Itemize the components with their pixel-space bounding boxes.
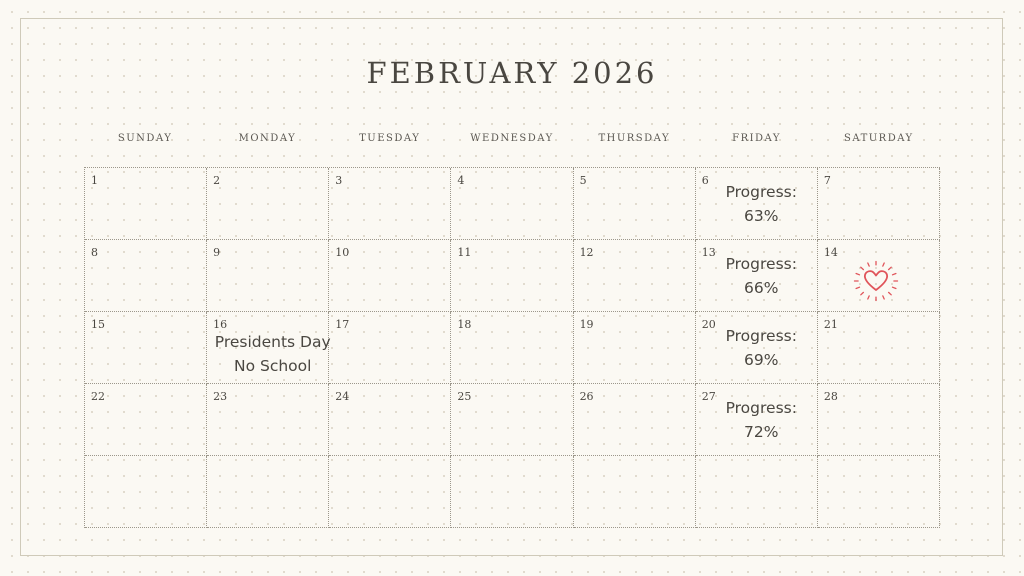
day-number: 16 xyxy=(213,318,228,331)
day-number: 1 xyxy=(91,174,98,187)
day-cell[interactable] xyxy=(696,240,818,312)
day-number: 13 xyxy=(701,246,716,259)
weekday-wednesday: WEDNESDAY xyxy=(470,133,554,144)
day-cell[interactable] xyxy=(574,168,696,240)
day-cell[interactable] xyxy=(451,168,573,240)
day-number: 28 xyxy=(823,390,838,403)
day-number: 21 xyxy=(823,318,838,331)
heart-icon xyxy=(848,260,904,302)
day-cell[interactable] xyxy=(451,312,573,384)
day-number: 20 xyxy=(701,318,716,331)
day-cell[interactable] xyxy=(329,168,451,240)
day-number: 23 xyxy=(213,390,228,403)
day-cell[interactable] xyxy=(696,168,818,240)
day-cell[interactable] xyxy=(696,456,818,528)
day-cell[interactable] xyxy=(574,312,696,384)
day-cell[interactable] xyxy=(207,240,329,312)
weekday-sunday: SUNDAY xyxy=(117,133,173,144)
day-cell[interactable] xyxy=(207,312,329,384)
day-cell[interactable] xyxy=(818,240,940,312)
day-number: 26 xyxy=(579,390,594,403)
day-number: 10 xyxy=(335,246,350,259)
day-cell[interactable] xyxy=(329,240,451,312)
day-number: 9 xyxy=(213,246,221,259)
weekday-monday: MONDAY xyxy=(238,133,297,144)
day-cell[interactable] xyxy=(451,456,573,528)
weekday-header-row xyxy=(84,133,940,144)
day-cell[interactable] xyxy=(329,456,451,528)
day-number: 22 xyxy=(91,390,105,403)
day-cell[interactable] xyxy=(207,384,329,456)
day-number: 8 xyxy=(91,246,98,259)
day-cell[interactable] xyxy=(85,240,207,312)
day-cell[interactable] xyxy=(329,312,451,384)
weekday-thursday: THURSDAY xyxy=(598,133,671,144)
day-number: 6 xyxy=(701,174,709,187)
day-cell[interactable] xyxy=(85,168,207,240)
day-cell[interactable] xyxy=(85,384,207,456)
day-number: 7 xyxy=(823,174,831,187)
day-number: 27 xyxy=(701,390,716,403)
day-cell[interactable] xyxy=(574,384,696,456)
day-number: 3 xyxy=(335,174,343,187)
weekday-tuesday: TUESDAY xyxy=(359,133,421,144)
day-cell[interactable] xyxy=(696,312,818,384)
day-cell[interactable] xyxy=(818,312,940,384)
progress-note: Progress: 72% xyxy=(725,399,797,441)
holiday-note: Presidents Day No School xyxy=(214,333,331,375)
day-cell[interactable] xyxy=(818,168,940,240)
day-number: 11 xyxy=(457,246,472,259)
day-number: 19 xyxy=(579,318,594,331)
calendar-grid xyxy=(84,167,940,528)
weekday-saturday: SATURDAY xyxy=(844,133,914,144)
day-cell[interactable] xyxy=(818,456,940,528)
day-cell[interactable] xyxy=(451,240,573,312)
day-cell[interactable] xyxy=(574,456,696,528)
day-cell[interactable] xyxy=(329,384,451,456)
day-cell[interactable] xyxy=(85,456,207,528)
day-number: 24 xyxy=(335,390,350,403)
day-number: 12 xyxy=(579,246,594,259)
day-cell[interactable] xyxy=(451,384,573,456)
progress-note: Progress: 63% xyxy=(725,183,797,225)
day-cell[interactable] xyxy=(207,456,329,528)
day-number: 15 xyxy=(91,318,105,331)
day-number: 17 xyxy=(335,318,350,331)
day-number: 18 xyxy=(457,318,472,331)
day-number: 25 xyxy=(457,390,472,403)
day-cell[interactable] xyxy=(574,240,696,312)
day-number: 2 xyxy=(213,174,221,187)
day-number: 5 xyxy=(579,174,587,187)
progress-note: Progress: 69% xyxy=(725,327,797,369)
day-cell[interactable] xyxy=(85,312,207,384)
day-number: 14 xyxy=(823,246,838,259)
month-title: FEBRUARY 2026 xyxy=(366,56,658,90)
day-cell[interactable] xyxy=(696,384,818,456)
day-number: 4 xyxy=(457,174,465,187)
weekday-friday: FRIDAY xyxy=(732,133,781,144)
day-cell[interactable] xyxy=(818,384,940,456)
progress-note: Progress: 66% xyxy=(725,255,797,297)
day-cell[interactable] xyxy=(207,168,329,240)
